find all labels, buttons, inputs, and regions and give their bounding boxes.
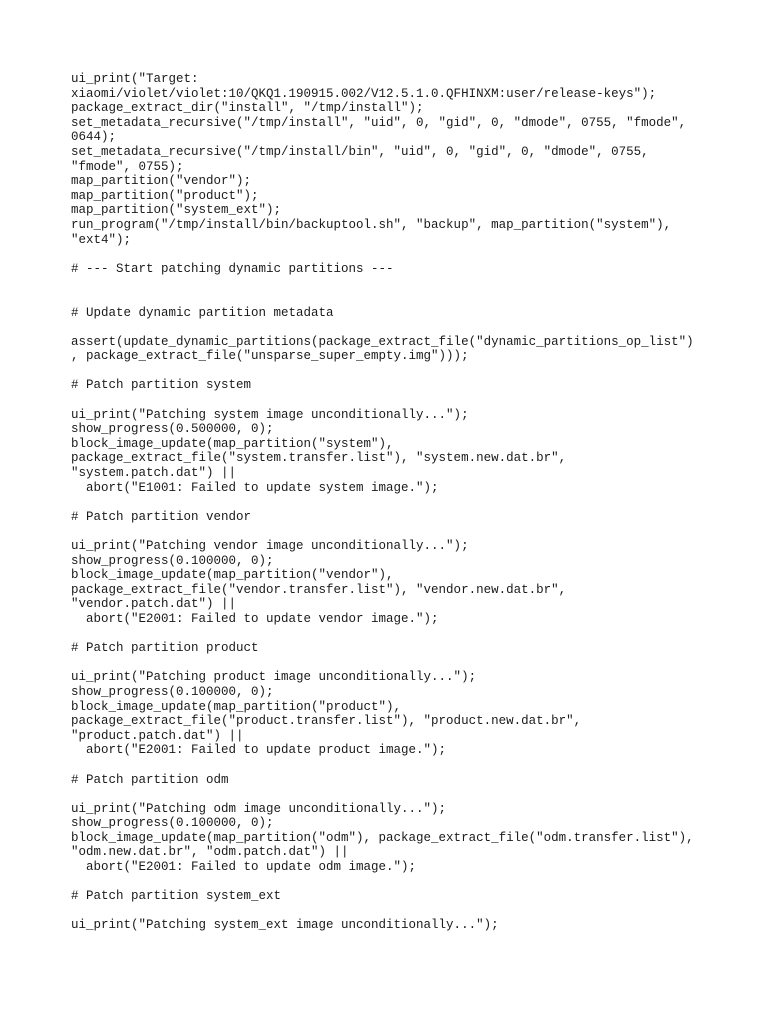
code-line	[71, 758, 711, 773]
code-line: # Patch partition vendor	[71, 509, 252, 524]
code-line	[71, 495, 711, 510]
code-line: # Patch partition system_ext	[71, 889, 282, 904]
code-line	[71, 276, 711, 291]
code-line: block_image_update(map_partition("vendor"),	[71, 568, 394, 583]
code-line	[71, 627, 711, 642]
updater-script-text	[71, 72, 711, 933]
code-line: show_progress(0.500000, 0);	[71, 422, 274, 437]
code-line: xiaomi/violet/violet:10/QKQ1.190915.002/V12.5.1.0.QFHINXM:user/release-keys");	[71, 86, 657, 101]
code-line: "system.patch.dat") ||	[71, 466, 237, 481]
code-line	[71, 291, 711, 306]
code-line: "vendor.patch.dat") ||	[71, 597, 237, 612]
code-line: set_metadata_recursive("/tmp/install/bin", "uid", 0, "gid", 0, "dmode", 0755,	[71, 144, 649, 159]
code-line	[71, 875, 711, 890]
code-line: "odm.new.dat.br", "odm.patch.dat") ||	[71, 845, 349, 860]
code-line: # --- Start patching dynamic partitions ---	[71, 261, 394, 276]
code-line	[71, 787, 711, 802]
code-line: # Patch partition system	[71, 378, 252, 393]
code-line: , package_extract_file("unsparse_super_empty.img")));	[71, 349, 469, 364]
code-line: run_program("/tmp/install/bin/backuptool.sh", "backup", map_partition("system"),	[71, 217, 672, 232]
code-line	[71, 524, 711, 539]
code-line: "ext4");	[71, 232, 132, 247]
code-line: ui_print("Patching system image unconditionally...");	[71, 407, 469, 422]
code-line: # Patch partition odm	[71, 772, 229, 787]
code-line: map_partition("product");	[71, 188, 259, 203]
code-line: ui_print("Patching product image unconditionally...");	[71, 670, 477, 685]
code-line: ui_print("Patching system_ext image unconditionally...");	[71, 918, 499, 933]
code-line: ui_print("Target:	[71, 72, 199, 86]
code-line: "product.patch.dat") ||	[71, 728, 244, 743]
code-line: abort("E2001: Failed to update product image.");	[71, 743, 447, 758]
code-line: ui_print("Patching vendor image unconditionally...");	[71, 539, 469, 553]
code-line	[71, 247, 711, 262]
code-line: abort("E1001: Failed to update system image.");	[71, 480, 439, 495]
code-line: # Update dynamic partition metadata	[71, 305, 334, 320]
code-line	[71, 320, 711, 335]
code-line	[71, 393, 711, 408]
code-line: abort("E2001: Failed to update vendor image.");	[71, 611, 439, 626]
code-line: package_extract_dir("install", "/tmp/install");	[71, 101, 424, 116]
code-line: package_extract_file("vendor.transfer.list"), "vendor.new.dat.br",	[71, 582, 567, 597]
code-line: # Patch partition product	[71, 641, 259, 656]
code-line: 0644);	[71, 130, 117, 145]
code-line: block_image_update(map_partition("product"),	[71, 699, 402, 714]
code-line: ui_print("Patching odm image unconditionally...");	[71, 801, 447, 816]
code-line: show_progress(0.100000, 0);	[71, 684, 274, 699]
code-line: map_partition("vendor");	[71, 174, 252, 189]
code-line	[71, 364, 711, 379]
code-line: block_image_update(map_partition("odm"), package_extract_file("odm.transfer.list"),	[71, 830, 694, 845]
code-line	[71, 904, 711, 919]
code-line: package_extract_file("product.transfer.list"), "product.new.dat.br",	[71, 714, 582, 729]
code-line: block_image_update(map_partition("system"),	[71, 436, 394, 451]
code-line: show_progress(0.100000, 0);	[71, 816, 274, 831]
code-line: package_extract_file("system.transfer.list"), "system.new.dat.br",	[71, 451, 567, 466]
code-line	[71, 656, 711, 671]
code-line: abort("E2001: Failed to update odm image.");	[71, 860, 417, 875]
code-line: "fmode", 0755);	[71, 159, 184, 174]
code-line: show_progress(0.100000, 0);	[71, 553, 274, 568]
code-line: assert(update_dynamic_partitions(package_extract_file("dynamic_partitions_op_list")	[71, 334, 694, 349]
code-line: set_metadata_recursive("/tmp/install", "uid", 0, "gid", 0, "dmode", 0755, "fmode",	[71, 115, 687, 130]
code-line: map_partition("system_ext");	[71, 203, 282, 218]
